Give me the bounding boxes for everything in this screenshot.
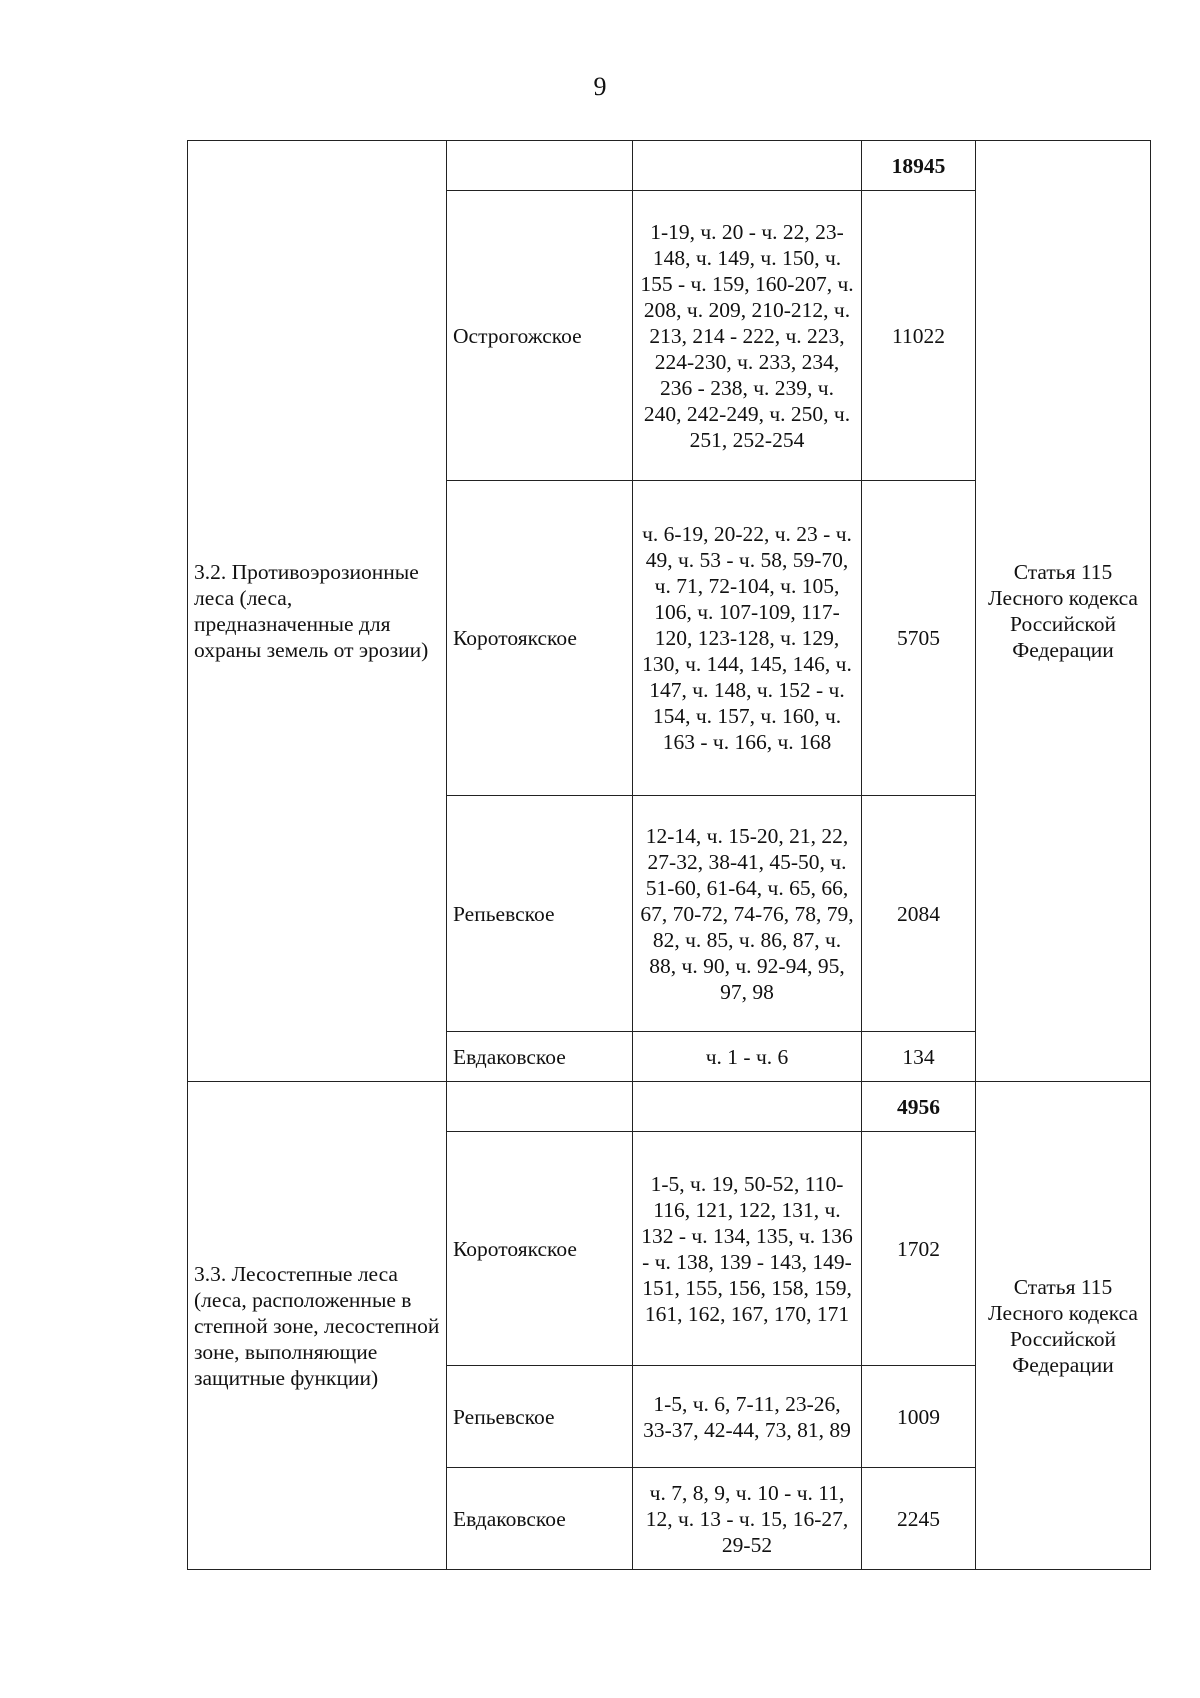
section-total-area: 4956 [862,1082,976,1132]
legal-basis-cell: Статья 115 Лесного кодекса Российской Федерации [976,1082,1151,1570]
forestry-name: Евдаковское [447,1468,633,1570]
quarter-list: ч. 7, 8, 9, ч. 10 - ч. 11, 12, ч. 13 - ч. 15, 16-27, 29-52 [633,1468,862,1570]
protective-forests-table [187,140,1151,1570]
quarter-list: 1-5, ч. 19, 50-52, 110-116, 121, 122, 131, ч. 132 - ч. 134, 135, ч. 136 - ч. 138, 139 - 143, 149-151, 155, 156, 158, 159, 161, 162, 167, 170, 171 [633,1132,862,1366]
area-value: 5705 [862,481,976,796]
quarter-list: ч. 1 - ч. 6 [633,1032,862,1082]
forestry-name: Острогожское [447,191,633,481]
forestry-name: Репьевское [447,796,633,1032]
empty-cell [633,1082,862,1132]
empty-cell [447,141,633,191]
quarter-list: 12-14, ч. 15-20, 21, 22, 27-32, 38-41, 45-50, ч. 51-60, 61-64, ч. 65, 66, 67, 70-72, 74-76, 78, 79, 82, ч. 85, ч. 86, 87, ч. 88, ч. 90, ч. 92-94, 95, 97, 98 [633,796,862,1032]
forestry-name: Репьевское [447,1366,633,1468]
page-number: 9 [593,72,607,101]
forestry-name: Коротоякское [447,481,633,796]
forestry-name: Коротоякское [447,1132,633,1366]
category-cell: 3.3. Лесостепные леса (леса, расположенные в степной зоне, лесостепной зоне, выполняющие защитные функции) [188,1082,447,1570]
area-value: 11022 [862,191,976,481]
quarter-list: ч. 6-19, 20-22, ч. 23 - ч. 49, ч. 53 - ч. 58, 59-70, ч. 71, 72-104, ч. 105, 106, ч. 107-109, 117-120, 123-128, ч. 129, 130, ч. 144, 145, 146, ч. 147, ч. 148, ч. 152 - ч. 154, ч. 157, ч. 160, ч. 163 - ч. 166, ч. 168 [633,481,862,796]
area-value: 2245 [862,1468,976,1570]
area-value: 1009 [862,1366,976,1468]
section-total-row [188,1082,1151,1132]
category-cell: 3.2. Противоэрозионные леса (леса, предназначенные для охраны земель от эрозии) [188,141,447,1082]
area-value: 2084 [862,796,976,1032]
section-total-area: 18945 [862,141,976,191]
legal-basis-cell: Статья 115 Лесного кодекса Российской Федерации [976,141,1151,1082]
empty-cell [447,1082,633,1132]
section-total-row [188,141,1151,191]
quarter-list: 1-19, ч. 20 - ч. 22, 23-148, ч. 149, ч. 150, ч. 155 - ч. 159, 160-207, ч. 208, ч. 209, 210-212, ч. 213, 214 - 222, ч. 223, 224-230, ч. 233, 234, 236 - 238, ч. 239, ч. 240, 242-249, ч. 250, ч. 251, 252-254 [633,191,862,481]
empty-cell [633,141,862,191]
area-value: 1702 [862,1132,976,1366]
area-value: 134 [862,1032,976,1082]
quarter-list: 1-5, ч. 6, 7-11, 23-26, 33-37, 42-44, 73, 81, 89 [633,1366,862,1468]
forestry-name: Евдаковское [447,1032,633,1082]
